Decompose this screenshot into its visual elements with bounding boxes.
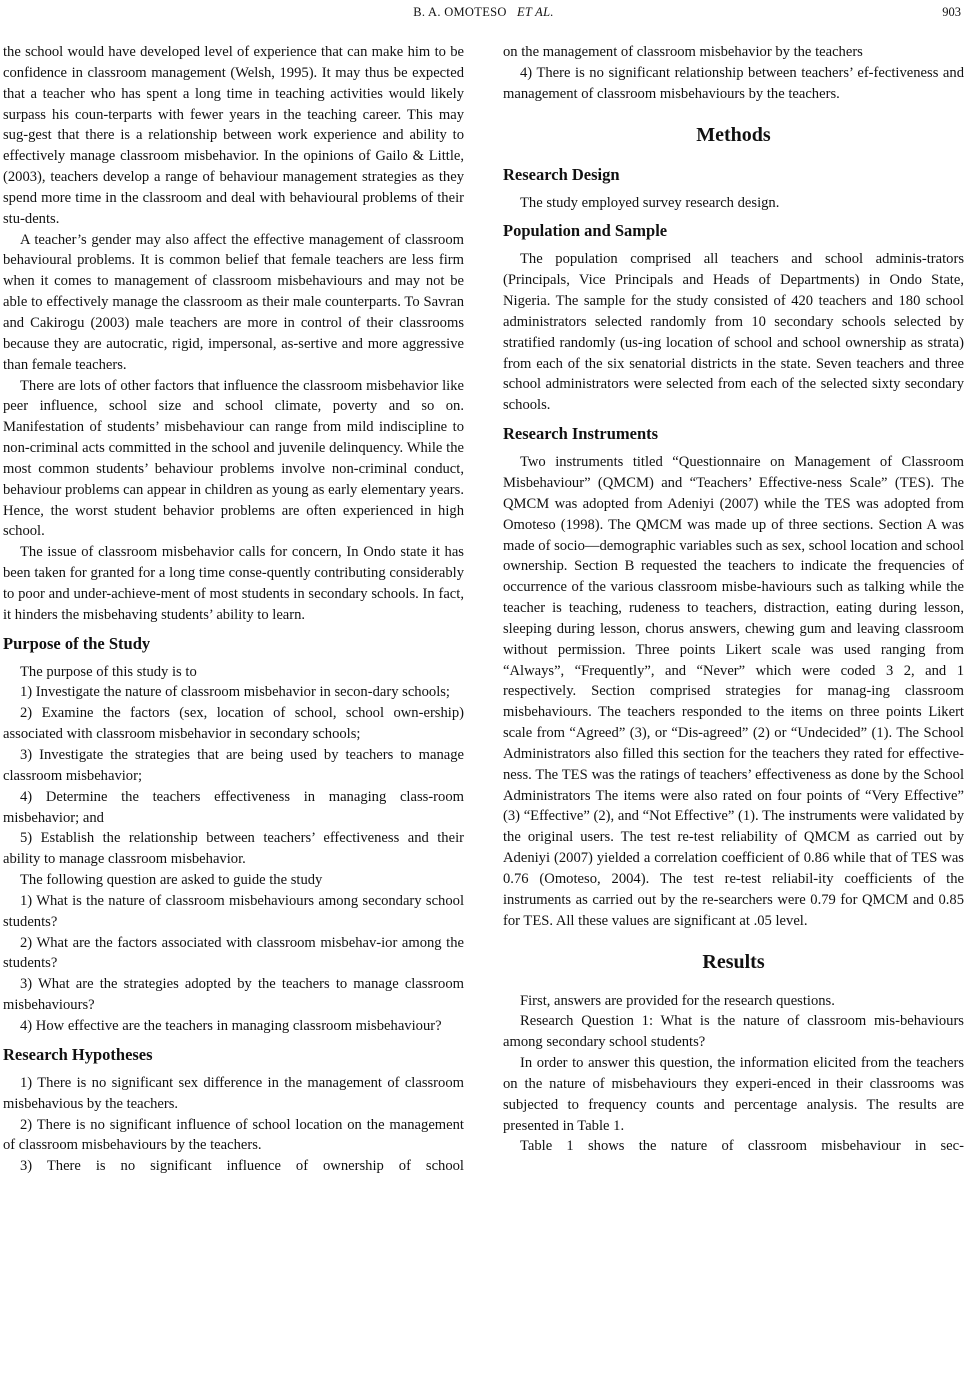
list-item: 4) How effective are the teachers in managing classroom misbehaviour?: [20, 1017, 442, 1034]
paragraph: The following question are asked to guide the study: [20, 872, 323, 889]
heading-instruments: Research Instruments: [503, 424, 659, 444]
list-item: 2) There is no significant influence of school location on the management of classroom misbehaviours by the teachers.: [3, 1116, 464, 1154]
paragraph: Table 1 shows the nature of classroom misbehaviour in sec-: [520, 1138, 964, 1155]
heading-population: Population and Sample: [503, 221, 668, 241]
heading-methods: Methods: [696, 123, 771, 146]
paragraph: First, answers are provided for the research questions.: [520, 992, 835, 1009]
list-item: 3) Investigate the strategies that are being used by teachers to manage classroom misbehavior;: [3, 747, 464, 784]
heading-research-design: Research Design: [503, 164, 620, 184]
heading-purpose: Purpose of the Study: [3, 633, 151, 653]
list-item: 1) There is no significant sex difference in the management of classroom misbehavious by the teachers.: [3, 1074, 464, 1112]
list-item: 2) Examine the factors (sex, location of school, school own-ership) associated with classroom misbehavior in secondary schools;: [3, 705, 464, 743]
running-head-etal: ET AL.: [517, 5, 554, 19]
list-item: 3) There is no significant influence of ownership of school: [20, 1158, 464, 1175]
paragraph: The study employed survey research design.: [520, 194, 780, 211]
list-item: 1) What is the nature of classroom misbehaviours among secondary school students?: [3, 892, 464, 930]
paragraph: Research Question 1: What is the nature of classroom mis-behaviours among secondary school students?: [503, 1013, 964, 1051]
list-item: 1) Investigate the nature of classroom misbehavior in secon-dary schools;: [20, 684, 450, 701]
heading-hypotheses: Research Hypotheses: [3, 1044, 153, 1064]
page-number: 903: [942, 5, 961, 19]
heading-results: Results: [702, 950, 765, 973]
paragraph: The population comprised all teachers and school adminis-trators (Principals, Vice Principals and Heads of Departments) in Ondo State, Nigeria. The sample for the study consisted of 420 teachers and 180 school administrators selected randomly from 10 secondary schools selected by stratified randomly (us-ing location of school and school ownership as strata) from each of the six senatorial districts in the state. Seven teachers and three school administrators were selected from each of the selected sixty secondary schools.: [503, 251, 964, 414]
paragraph: Two instruments titled “Questionnaire on Management of Classroom Misbehaviour” (QMCM) and “Teachers’ Effective-ness Scale” (TES). The QMCM was adopted from Adeniyi (2007) while the TES was adopted from Omoteso (1998). The QMCM was made up of three sections. Section A was made of socio—demographic variables such as sex, school location and school ownership. Section B requested the teachers to indicate the frequencies of occurrence of the various classroom misbe-haviours such as talking while the teacher is teaching, rudeness to teachers, distraction, eating during lesson, sleeping during lesson, chorus answers, chewing gum and leaving classroom without permission. Three points Likert scale was used ranging from “Always”, “Frequently”, and “Never” which were coded 3 2, and 1 respectively. Section comprised strategies for manag-ing classroom misbehaviours. The teachers responded to the items on three points Likert scale from “Agreed” (3), or “Dis-agreed” (2) or “Undecided” (1). The School Administrators also filled this section for the teachers they rated for effective-ness. The TES was the ratings of teachers’ effectiveness as done by the School Administrators The items were also rated on four points of “Very Effective” (3) “Effective” (2), and “Not Effective” (1). The instruments were validated by the original users. The test re-test reliability of QMCM as carried out by Adeniyi (2007) yielded a correlation coefficient of 0.86 while that of TES was 0.76 (Omoteso, 2004). The test re-test reliabil-ity coefficients of the instruments as carried out by the re-searchers were 0.79 for QMCM and 0.85 for TES. All these values are significant at .05 level.: [503, 454, 964, 929]
list-item: 5) Establish the relationship between teachers’ effectiveness and their ability to manage classroom misbehavior.: [3, 830, 464, 868]
paragraph: The issue of classroom misbehavior calls for concern, In Ondo state it has been taken for granted for a long time conse-quently contributing considerably to poor and under-achieve-ment of most students in secondary schools. In fact, it hinders the misbehaving students’ ability to learn.: [3, 544, 464, 623]
paragraph: The purpose of this study is to: [20, 663, 197, 680]
list-item: 4) There is no significant relationship between teachers’ ef-fectiveness and management of classroom misbehaviours by the teachers.: [503, 64, 964, 102]
list-item: 3) What are the strategies adopted by the teachers to manage classroom misbehaviours?: [3, 976, 464, 1014]
paragraph: on the management of classroom misbehavior by the teachers: [503, 44, 863, 60]
list-item: 2) What are the factors associated with classroom misbehav-ior among the students?: [3, 934, 464, 972]
running-head: [0, 0, 967, 24]
right-column: [503, 42, 964, 1157]
paragraph: the school would have developed level of experience that can make him to be confidence in classroom management (Welsh, 1995). It may thus be expected that a teacher who has spent a long time in teaching activities would likely surpass his coun-terparts with fewer years in the teaching career. This may sug-gest that there is a relationship between work experience and ability to effectively manage classroom misbehavior. In the opinions of Gailo & Little, (2003), teachers develop a range of behaviour management strategies as they spend more time in the classroom and deal with behavioural problems of their stu-dents.: [3, 44, 464, 227]
left-column: [3, 42, 464, 1177]
paragraph: In order to answer this question, the information elicited from the teachers on the nature of misbehaviours they experi-enced in their classrooms was subjected to frequency counts and percentage analysis. The results are presented in Table 1.: [503, 1055, 964, 1134]
paragraph: There are lots of other factors that influence the classroom misbehavior like peer influence, school size and school climate, poverty and so on. Manifestation of students’ misbehaviour can range from mild indiscipline to non-criminal acts committed in the school and juvenile delinquency. While the most common students’ behaviour problems involve non-criminal conduct, behaviour problems can appear in children as young as early elementary years. Hence, the worst student behavior problems are often experienced in high school.: [3, 377, 464, 540]
running-head-authors: B. A. OMOTESO ET AL.: [413, 5, 554, 19]
list-item: 4) Determine the teachers effectiveness in managing class-room misbehavior; and: [3, 788, 464, 826]
paragraph: A teacher’s gender may also affect the effective management of classroom behavioural problems. It is common belief that female teachers are less firm when it comes to management of classroom misbehaviours and may not be able to effectively manage the classroom as their male counterparts. To Savran and Cakirogu (2003) male teachers are more in control of their classrooms because they are autocratic, rigid, impersonal, as-sertive and more aggressive than female teachers.: [3, 231, 464, 373]
